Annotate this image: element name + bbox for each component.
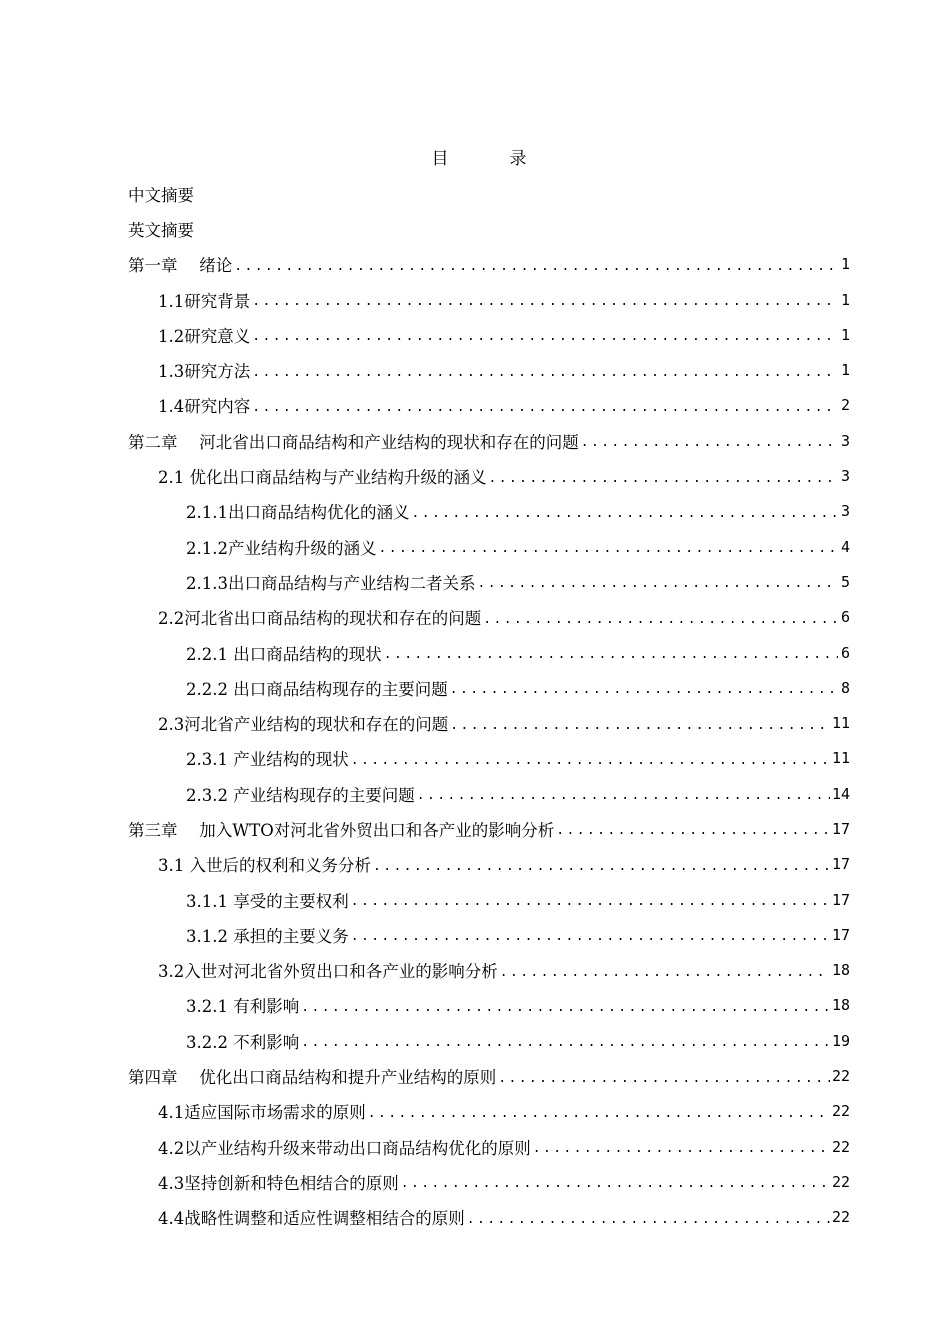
toc-page-number: 1 — [840, 290, 850, 309]
toc-dot-leader — [373, 859, 830, 874]
toc-dot-leader — [581, 435, 838, 450]
toc-entry[interactable] — [0, 388, 950, 423]
toc-dot-leader — [500, 965, 830, 980]
toc-entry[interactable] — [0, 1164, 950, 1199]
toc-page-number: 22 — [831, 1208, 850, 1227]
toc-entry[interactable] — [0, 705, 950, 740]
toc-entry-label: 3.1 入世后的权利和义务分析 — [158, 856, 371, 876]
toc-entry-label: 2.2.2 出口商品结构现存的主要问题 — [186, 679, 448, 699]
toc-dot-leader — [450, 682, 838, 697]
toc-dot-leader — [252, 365, 838, 380]
toc-entry[interactable] — [0, 988, 950, 1023]
toc-entry-label: 1.2研究意义 — [158, 326, 251, 346]
toc-entry[interactable] — [0, 1129, 950, 1164]
toc-entry-label: 4.3坚持创新和特色相结合的原则 — [158, 1173, 399, 1193]
toc-entry-content — [128, 811, 850, 846]
toc-page-number: 22 — [831, 1137, 850, 1156]
toc-entry-content — [186, 564, 850, 599]
toc-entry-label: 2.2.1 出口商品结构的现状 — [186, 644, 382, 664]
toc-dot-leader — [417, 788, 830, 803]
toc-entry[interactable] — [0, 529, 950, 564]
toc-page-number: 17 — [831, 855, 850, 874]
toc-entry[interactable] — [0, 423, 950, 458]
toc-page-number: 11 — [831, 749, 850, 768]
toc-title: 目 录 — [431, 149, 549, 169]
toc-dot-leader — [401, 1176, 830, 1191]
toc-entry-content — [158, 953, 850, 988]
toc-dot-leader — [477, 576, 838, 591]
toc-page-number: 6 — [840, 608, 850, 627]
toc-entry[interactable] — [0, 494, 950, 529]
toc-entry-label: 4.2以产业结构升级来带动出口商品结构优化的原则 — [158, 1138, 531, 1158]
toc-dot-leader — [252, 329, 838, 344]
toc-entry-content — [128, 1058, 850, 1093]
toc-dot-leader — [252, 400, 838, 415]
toc-dot-leader — [533, 1141, 830, 1156]
toc-page-number: 2 — [840, 396, 850, 415]
toc-entry-content — [158, 1164, 850, 1199]
toc-dot-leader — [301, 1000, 830, 1015]
toc-dot-leader — [351, 929, 830, 944]
toc-entry[interactable] — [0, 1058, 950, 1093]
toc-dot-leader — [384, 647, 838, 662]
toc-page-number: 11 — [831, 714, 850, 733]
toc-entry[interactable] — [0, 847, 950, 882]
toc-page-number: 4 — [840, 537, 850, 556]
toc-page-number: 17 — [831, 819, 850, 838]
toc-entry[interactable] — [0, 953, 950, 988]
toc-dot-leader — [301, 1035, 830, 1050]
toc-entry-content — [128, 176, 194, 211]
toc-entry-content — [186, 988, 850, 1023]
toc-entry-content — [186, 882, 850, 917]
toc-page-number: 3 — [840, 502, 850, 521]
toc-entry-label: 1.3研究方法 — [158, 362, 251, 382]
toc-entry-content — [158, 317, 850, 352]
toc-page-number: 22 — [831, 1102, 850, 1121]
toc-entry[interactable] — [0, 670, 950, 705]
toc-page-number: 19 — [831, 1031, 850, 1050]
toc-entry-content — [128, 211, 194, 246]
toc-page-number: 14 — [831, 784, 850, 803]
toc-entry-content — [158, 847, 850, 882]
toc-entry[interactable] — [0, 600, 950, 635]
toc-list — [0, 176, 950, 1235]
toc-entry-content — [158, 1129, 850, 1164]
toc-entry-label: 3.1.1 享受的主要权利 — [186, 891, 349, 911]
toc-page-number: 17 — [831, 925, 850, 944]
toc-entry[interactable] — [0, 282, 950, 317]
toc-page-number: 1 — [840, 255, 850, 274]
toc-dot-leader — [498, 1071, 830, 1086]
toc-entry-content — [186, 741, 850, 776]
toc-entry-label: 3.2.1 有利影响 — [186, 997, 300, 1017]
toc-entry-content — [158, 458, 850, 493]
toc-entry-content — [158, 600, 850, 635]
toc-entry-label: 2.2河北省出口商品结构的现状和存在的问题 — [158, 609, 482, 629]
toc-entry-content — [158, 388, 850, 423]
toc-dot-leader — [411, 506, 838, 521]
toc-entry-content — [158, 352, 850, 387]
toc-page-number: 5 — [840, 572, 850, 591]
toc-page-number: 3 — [840, 431, 850, 450]
toc-entry-label: 4.1适应国际市场需求的原则 — [158, 1103, 366, 1123]
toc-entry-label: 1.1研究背景 — [158, 291, 251, 311]
toc-dot-leader — [351, 894, 830, 909]
toc-dot-leader — [378, 541, 838, 556]
toc-entry[interactable] — [0, 247, 950, 282]
toc-entry[interactable] — [0, 1023, 950, 1058]
toc-dot-leader — [450, 718, 830, 733]
toc-entry-content — [186, 670, 850, 705]
toc-entry[interactable] — [0, 811, 950, 846]
toc-entry-label: 中文摘要 — [128, 185, 194, 205]
toc-entry[interactable] — [0, 1094, 950, 1129]
toc-entry-label: 2.3.2 产业结构现存的主要问题 — [186, 785, 415, 805]
toc-entry-label: 2.1.2产业结构升级的涵义 — [186, 538, 377, 558]
toc-page-number: 8 — [840, 678, 850, 697]
toc-entry-label: 4.4战略性调整和适应性调整相结合的原则 — [158, 1209, 465, 1229]
toc-dot-leader — [252, 294, 838, 309]
toc-entry[interactable] — [0, 458, 950, 493]
toc-entry-content — [158, 1094, 850, 1129]
toc-entry[interactable] — [0, 1200, 950, 1235]
toc-entry-label: 2.3河北省产业结构的现状和存在的问题 — [158, 715, 449, 735]
toc-entry[interactable] — [0, 917, 950, 952]
toc-page-number: 3 — [840, 467, 850, 486]
toc-entry-label: 第四章 优化出口商品结构和提升产业结构的原则 — [128, 1068, 497, 1088]
toc-page-number: 1 — [840, 361, 850, 380]
toc-entry-label: 1.4研究内容 — [158, 397, 251, 417]
toc-entry-content — [186, 917, 850, 952]
toc-entry-content — [128, 247, 850, 282]
toc-entry-label: 2.1 优化出口商品结构与产业结构升级的涵义 — [158, 468, 487, 488]
toc-entry[interactable] — [0, 882, 950, 917]
toc-entry-label: 第一章 绪论 — [128, 256, 233, 276]
toc-entry-label: 第三章 加入WTO对河北省外贸出口和各产业的影响分析 — [128, 820, 555, 840]
toc-page-number: 22 — [831, 1067, 850, 1086]
toc-dot-leader — [489, 471, 839, 486]
toc-entry-content — [186, 494, 850, 529]
toc-entry-label: 2.1.1出口商品结构优化的涵义 — [186, 503, 410, 523]
toc-entry-content — [186, 635, 850, 670]
toc-page-number: 6 — [840, 643, 850, 662]
toc-dot-leader — [467, 1212, 830, 1227]
toc-entry[interactable] — [0, 317, 950, 352]
toc-page-number: 1 — [840, 325, 850, 344]
toc-entry-content — [158, 282, 850, 317]
toc-entry-label: 2.1.3出口商品结构与产业结构二者关系 — [186, 573, 476, 593]
toc-entry-label: 英文摘要 — [128, 220, 194, 240]
toc-entry[interactable] — [0, 176, 950, 211]
toc-dot-leader — [556, 823, 830, 838]
toc-dot-leader — [351, 753, 830, 768]
toc-entry[interactable] — [0, 211, 950, 246]
toc-entry-content — [186, 776, 850, 811]
toc-entry-label: 3.2.2 不利影响 — [186, 1032, 300, 1052]
toc-dot-leader — [368, 1106, 830, 1121]
toc-dot-leader — [483, 612, 838, 627]
toc-entry-content — [158, 705, 850, 740]
toc-page-number: 18 — [831, 961, 850, 980]
toc-entry-label: 第二章 河北省出口商品结构和产业结构的现状和存在的问题 — [128, 432, 579, 452]
toc-entry[interactable] — [0, 352, 950, 387]
toc-page-number: 17 — [831, 890, 850, 909]
toc-entry-label: 3.2入世对河北省外贸出口和各产业的影响分析 — [158, 962, 498, 982]
toc-entry[interactable] — [0, 564, 950, 599]
toc-entry[interactable] — [0, 741, 950, 776]
toc-entry-label: 3.1.2 承担的主要义务 — [186, 926, 349, 946]
toc-entry[interactable] — [0, 776, 950, 811]
toc-entry-label: 2.3.1 产业结构的现状 — [186, 750, 349, 770]
toc-page-number: 22 — [831, 1172, 850, 1191]
toc-entry[interactable] — [0, 635, 950, 670]
toc-entry-content — [186, 529, 850, 564]
toc-entry-content — [158, 1200, 850, 1235]
toc-entry-content — [128, 423, 850, 458]
toc-page-number: 18 — [831, 996, 850, 1015]
toc-entry-content — [186, 1023, 850, 1058]
toc-dot-leader — [234, 259, 838, 274]
